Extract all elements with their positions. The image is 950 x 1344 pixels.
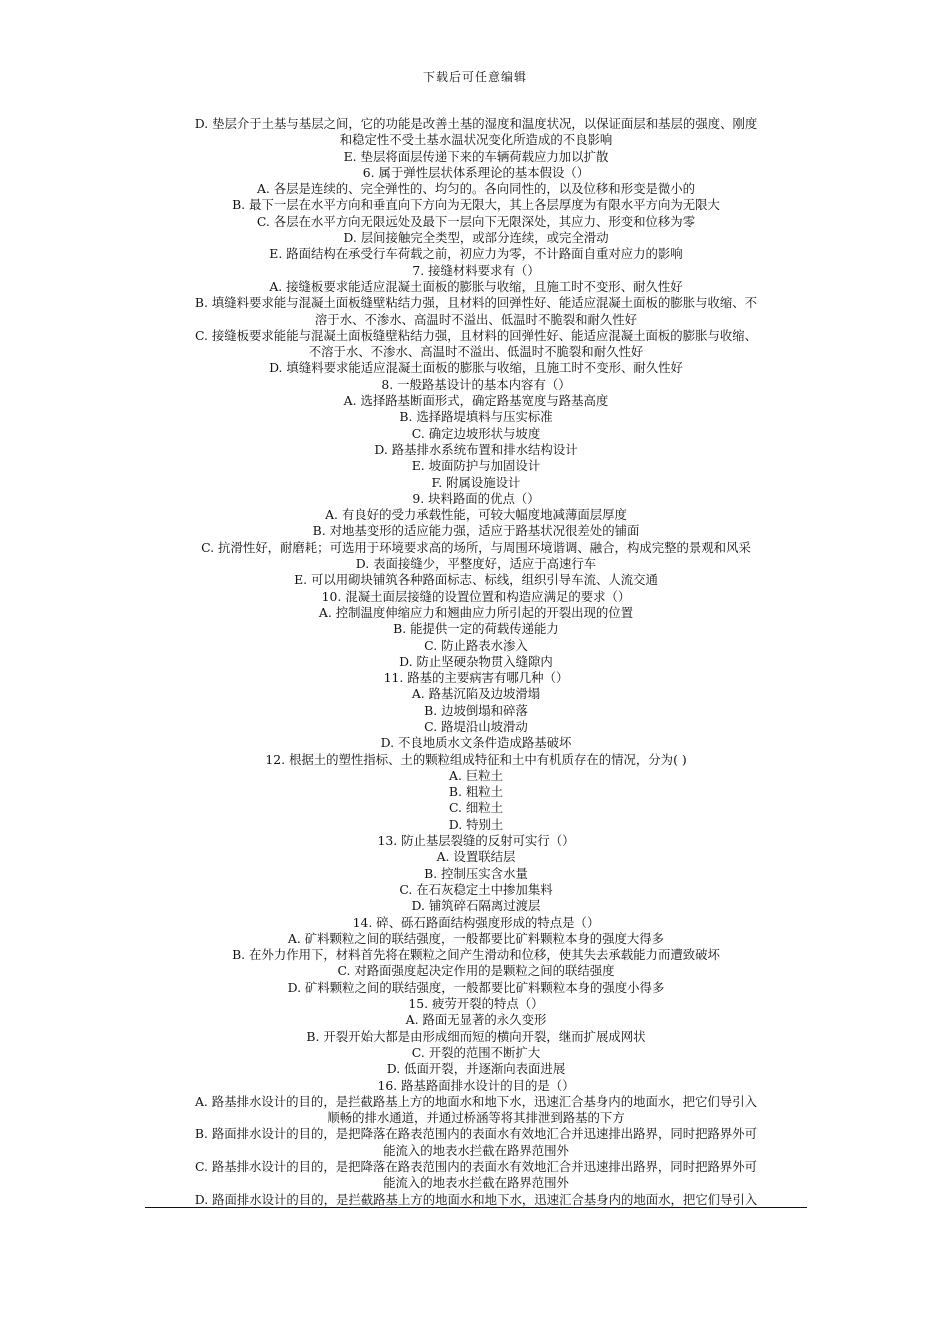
text-line: B. 控制压实含水量: [424, 865, 528, 881]
text-line: A. 路面无显著的永久变形: [405, 1012, 547, 1028]
text-line: D. 特别土: [448, 816, 504, 832]
text-line: 10. 混凝土面层接缝的设置位置和构造应满足的要求（）: [321, 588, 631, 604]
text-line: C. 细粒土: [448, 800, 504, 816]
text-line: D. 铺筑碎石隔离过渡层: [411, 898, 541, 914]
text-line: C. 抗滑性好，耐磨耗；可选用于环境要求高的场所，与周围环境谐调、融合，构成完整的景观和风采: [201, 539, 751, 555]
text-line: 15. 疲劳开裂的特点（）: [408, 996, 544, 1012]
text-line: A. 各层是连续的、完全弹性的、均匀的。各向同性的，以及位移和形变是微小的: [256, 181, 696, 197]
text-line: D. 防止坚硬杂物贯入缝隙内: [399, 653, 553, 669]
text-line: D. 层间接触完全类型，或部分连续，或完全滑动: [343, 230, 609, 246]
text-line: 6. 属于弹性层状体系理论的基本假设（）: [362, 164, 590, 180]
text-line: 不溶于水、不渗水、高温时不溢出、低温时不脆裂和耐久性好: [308, 344, 644, 360]
text-line: D. 填缝料要求能适应混凝土面板的膨胀与收缩，且施工时不变形、耐久性好: [269, 360, 683, 376]
text-line: C. 确定边坡形状与坡度: [411, 425, 541, 441]
page-header: 下载后可任意编辑: [422, 70, 527, 84]
text-line: 能流入的地表水拦截在路界范围外: [383, 1175, 569, 1191]
text-line: 能流入的地表水拦截在路界范围外: [383, 1142, 569, 1158]
text-line: A. 设置联结层: [436, 849, 516, 865]
text-line: B. 能提供一定的荷载传递能力: [393, 621, 559, 637]
text-line: A. 选择路基断面形式，确定路基宽度与路基高度: [343, 393, 609, 409]
text-line: 9. 块料路面的优点（）: [412, 490, 540, 506]
text-line: A. 路基排水设计的目的，是拦截路基上方的地面水和地下水，迅速汇合基身内的地面水，把它们导引入: [194, 1093, 757, 1109]
text-line: 7. 接缝材料要求有（）: [412, 262, 540, 278]
text-line: B. 最下一层在水平方向和垂直向下方向为无限大，其上各层厚度为有限水平方向为无限大: [232, 197, 720, 213]
text-line: B. 选择路堤填料与压实标准: [399, 409, 553, 425]
text-line: B. 路面排水设计的目的，是把降落在路表范围内的表面水有效地汇合并迅速排出路界，同时把路界外可: [194, 1126, 758, 1142]
text-line: B. 粗粒土: [448, 784, 504, 800]
text-line: B. 对地基变形的适应能力强，适应于路基状况很差处的铺面: [312, 523, 640, 539]
text-line: C. 防止路表水渗入: [424, 637, 528, 653]
text-line: F. 附属设施设计: [431, 474, 521, 490]
text-line: D. 表面接缝少，平整度好，适应于高速行车: [355, 556, 597, 572]
text-line: B. 在外力作用下，材料首先将在颗粒之间产生滑动和位移，使其失去承载能力而遭致破坏: [232, 947, 720, 963]
text-line: D. 路基排水系统布置和排水结构设计: [374, 441, 578, 457]
text-line: 顺畅的排水通道，并通过桥涵等将其排泄到路基的下方: [327, 1110, 625, 1126]
text-line: A. 有良好的受力承载性能，可较大幅度地减薄面层厚度: [325, 507, 627, 523]
text-line: A. 控制温度伸缩应力和翘曲应力所引起的开裂出现的位置: [318, 604, 634, 620]
text-line: C. 路堤沿山坡滑动: [424, 718, 528, 734]
text-line: 12. 根据土的塑性指标、土的颗粒组成特征和土中有机质存在的情况，分为( ): [265, 751, 687, 767]
text-line: 8. 一般路基设计的基本内容有（）: [381, 376, 571, 392]
text-line: D. 不良地质水文条件造成路基破坏: [380, 735, 572, 751]
text-line: E. 坡面防护与加固设计: [411, 458, 541, 474]
text-line: A. 巨粒土: [449, 767, 503, 783]
text-line: 和稳定性不受土基水温状况变化所造成的不良影响: [339, 132, 613, 148]
text-line: B. 开裂开始大都是由形成细而短的横向开裂，继而扩展成网状: [306, 1028, 646, 1044]
text-line: 溶于水、不渗水、高温时不溢出、低温时不脆裂和耐久性好: [314, 311, 638, 327]
text-line: A. 路基沉陷及边坡滑塌: [411, 686, 541, 702]
text-line: C. 接缝板要求能能与混凝土面板缝壁粘结力强，且材料的回弹性好、能适应混凝土面板的膨胀与收缩、: [194, 327, 758, 343]
text-line: 11. 路基的主要病害有哪几种（）: [383, 670, 569, 686]
text-line: 16. 路基路面排水设计的目的是（）: [377, 1077, 575, 1093]
text-line: E. 可以用砌块铺筑各种路面标志、标线，组织引导车流、人流交通: [294, 572, 658, 588]
text-line: 13. 防止基层裂缝的反射可实行（）: [377, 833, 575, 849]
text-line: C. 在石灰稳定土中掺加集料: [399, 881, 553, 897]
text-line: C. 路基排水设计的目的，是把降落在路表范围内的表面水有效地汇合并迅速排出路界，同时把路界外可: [194, 1159, 758, 1174]
text-line: A. 接缝板要求能适应混凝土面板的膨胀与收缩，且施工时不变形、耐久性好: [269, 278, 683, 294]
text-line: D. 垫层介于土基与基层之间，它的功能是改善土基的湿度和温度状况，以保证面层和基层的强度、刚度: [194, 116, 758, 131]
text-line: B. 边坡倒塌和碎落: [424, 702, 528, 718]
text-line: B. 填缝料要求能与混凝土面板缝壁粘结力强，且材料的回弹性好、能适应混凝土面板的膨胀与收缩、不: [194, 295, 758, 311]
document-body: [145, 116, 807, 1208]
text-line: C. 对路面强度起决定作用的是颗粒之间的联结强度: [337, 963, 615, 979]
text-line: D. 矿料颗粒之间的联结强度，一般都要比矿料颗粒本身的强度小得多: [287, 979, 665, 995]
text-line: D. 低面开裂，并逐渐向表面进展: [386, 1061, 566, 1077]
text-line: C. 开裂的范围不断扩大: [411, 1044, 541, 1060]
text-line: D. 路面排水设计的目的，是拦截路基上方的地面水和地下水，迅速汇合基身内的地面水，把它们导引入: [145, 1192, 807, 1208]
text-line: 14. 碎、砾石路面结构强度形成的特点是（）: [352, 914, 600, 930]
text-line: C. 各层在水平方向无限远处及最下一层向下无限深处，其应力、形变和位移为零: [256, 213, 696, 229]
text-line: E. 路面结构在承受行车荷载之前，初应力为零，不计路面自重对应力的影响: [269, 246, 683, 262]
text-line: A. 矿料颗粒之间的联结强度，一般都要比矿料颗粒本身的强度大得多: [287, 930, 665, 946]
text-line: E. 垫层将面层传递下来的车辆荷载应力加以扩散: [343, 148, 609, 164]
